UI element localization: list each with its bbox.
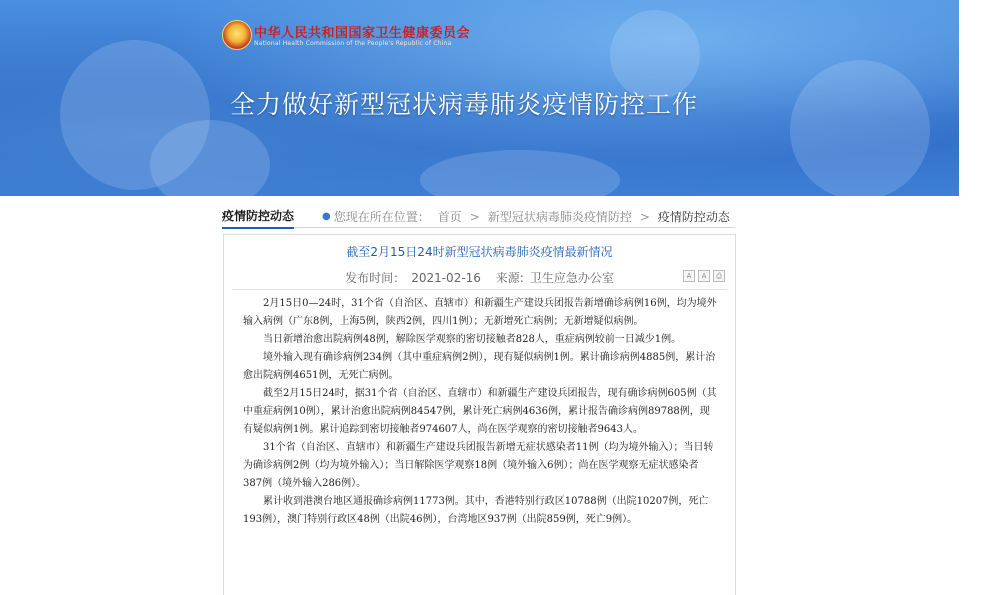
article-paragraph: 境外输入现有确诊病例234例（其中重症病例2例），现有疑似病例1例。累计确诊病例4885例，累计治愈出院病例4651例，无死亡病例。 <box>243 352 716 381</box>
publish-date: 2021-02-16 <box>411 271 481 285</box>
chevron-right-icon: > <box>639 209 650 224</box>
breadcrumb <box>322 208 730 225</box>
banner-background-figure <box>150 120 270 196</box>
banner-background-figure <box>420 150 620 196</box>
org-name-en: National Health Commission of the People's Republic of China <box>254 40 452 47</box>
meta-divider <box>232 289 727 290</box>
breadcrumb-bar <box>222 205 735 228</box>
org-name-cn[interactable]: 中华人民共和国国家卫生健康委员会 <box>254 26 471 41</box>
breadcrumb-location-label: 您现在所在位置： <box>333 210 430 224</box>
breadcrumb-covid-link[interactable]: 新型冠状病毒肺炎疫情防控 <box>487 210 632 224</box>
article-body <box>243 295 717 529</box>
header-banner <box>0 0 959 196</box>
article-paragraph: 2月15日0—24时，31个省（自治区、直辖市）和新疆生产建设兵团报告新增确诊病例16例，均为境外输入病例（广东8例，上海5例，陕西2例，四川1例）；无新增死亡病例；无新增疑似病例。 <box>243 298 717 327</box>
section-label: 疫情防控动态 <box>222 207 294 229</box>
article-source: 卫生应急办公室 <box>529 271 614 285</box>
banner-background-figure <box>790 60 930 196</box>
font-decrease-icon[interactable]: A <box>683 270 695 282</box>
article-title: 截至2月15日24时新型冠状病毒肺炎疫情最新情况 <box>346 245 613 259</box>
chevron-right-icon: > <box>469 209 480 224</box>
article-paragraph: 截至2月15日24时，据31个省（自治区、直辖市）和新疆生产建设兵团报告，现有确诊病例605例（其中重症病例10例），累计治愈出院病例84547例，累计死亡病例4636例，累计报告确诊病例89788例，现有疑似病例1例。累计追踪到密切接触者974607人，尚在医学观察的密切接触者9643人。 <box>243 388 717 435</box>
national-emblem-icon <box>222 20 252 50</box>
article-paragraph: 当日新增治愈出院病例48例，解除医学观察的密切接触者828人，重症病例较前一日减少1例。 <box>263 334 682 345</box>
location-pin-icon: ● <box>322 211 331 222</box>
publish-label: 发布时间： <box>345 271 406 285</box>
banner-title: 全力做好新型冠状病毒肺炎疫情防控工作 <box>230 90 699 119</box>
font-increase-icon[interactable]: A <box>698 270 710 282</box>
breadcrumb-current-link[interactable]: 疫情防控动态 <box>657 210 730 224</box>
article-panel <box>223 234 736 595</box>
source-label: 来源: <box>495 271 524 285</box>
print-icon[interactable]: ⎙ <box>713 270 725 282</box>
article-tools <box>683 270 725 282</box>
article-paragraph: 累计收到港澳台地区通报确诊病例11773例。其中，香港特别行政区10788例（出院10207例，死亡193例），澳门特别行政区48例（出院46例），台湾地区937例（出院859例，死亡9例）。 <box>243 496 709 525</box>
breadcrumb-home-link[interactable]: 首页 <box>437 210 462 224</box>
article-meta <box>224 269 735 286</box>
article-paragraph: 31个省（自治区、直辖市）和新疆生产建设兵团报告新增无症状感染者11例（均为境外输入）；当日转为确诊病例2例（均为境外输入）；当日解除医学观察18例（境外输入6例）；尚在医学观察无症状感染者387例（境外输入286例）。 <box>243 442 714 489</box>
